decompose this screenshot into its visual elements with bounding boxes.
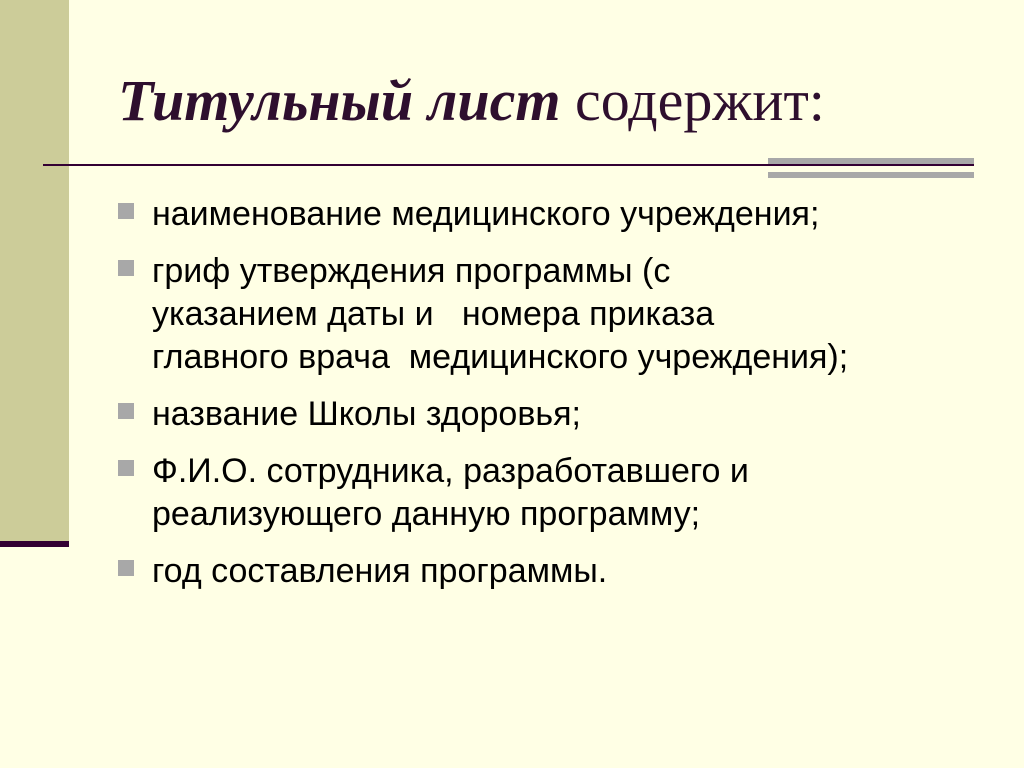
- bullet-item: [116, 450, 996, 536]
- square-bullet-icon: [118, 460, 134, 476]
- bullet-text-line: год составления программы.: [152, 552, 608, 590]
- bullet-item: [116, 193, 996, 236]
- title-emphasis: Титульный лист: [118, 68, 561, 133]
- bullet-text-line: название Школы здоровья;: [152, 395, 581, 433]
- square-bullet-icon: [118, 203, 134, 219]
- bullet-text-line: реализующего данную программу;: [152, 495, 701, 533]
- side-accent-line: [0, 541, 69, 547]
- bullet-item: [116, 550, 996, 593]
- square-bullet-icon: [118, 260, 134, 276]
- side-band: [0, 0, 69, 541]
- divider-accent-bottom: [768, 172, 974, 178]
- divider-accent-top: [768, 158, 974, 164]
- bullet-text-line: Ф.И.О. сотрудника, разработавшего и: [152, 452, 749, 490]
- bullet-text-line: главного врача медицинского учреждения);: [152, 338, 849, 376]
- square-bullet-icon: [118, 560, 134, 576]
- slide-title: [118, 68, 825, 134]
- title-rest: содержит:: [560, 68, 825, 133]
- bullet-text-line: указанием даты и номера приказа: [152, 295, 715, 333]
- title-divider: [43, 164, 974, 166]
- bullet-list: [116, 193, 996, 607]
- bullet-item: [116, 393, 996, 436]
- bullet-text-line: гриф утверждения программы (с: [152, 252, 671, 290]
- bullet-item: [116, 250, 996, 379]
- square-bullet-icon: [118, 403, 134, 419]
- bullet-text-line: наименование медицинского учреждения;: [152, 195, 820, 233]
